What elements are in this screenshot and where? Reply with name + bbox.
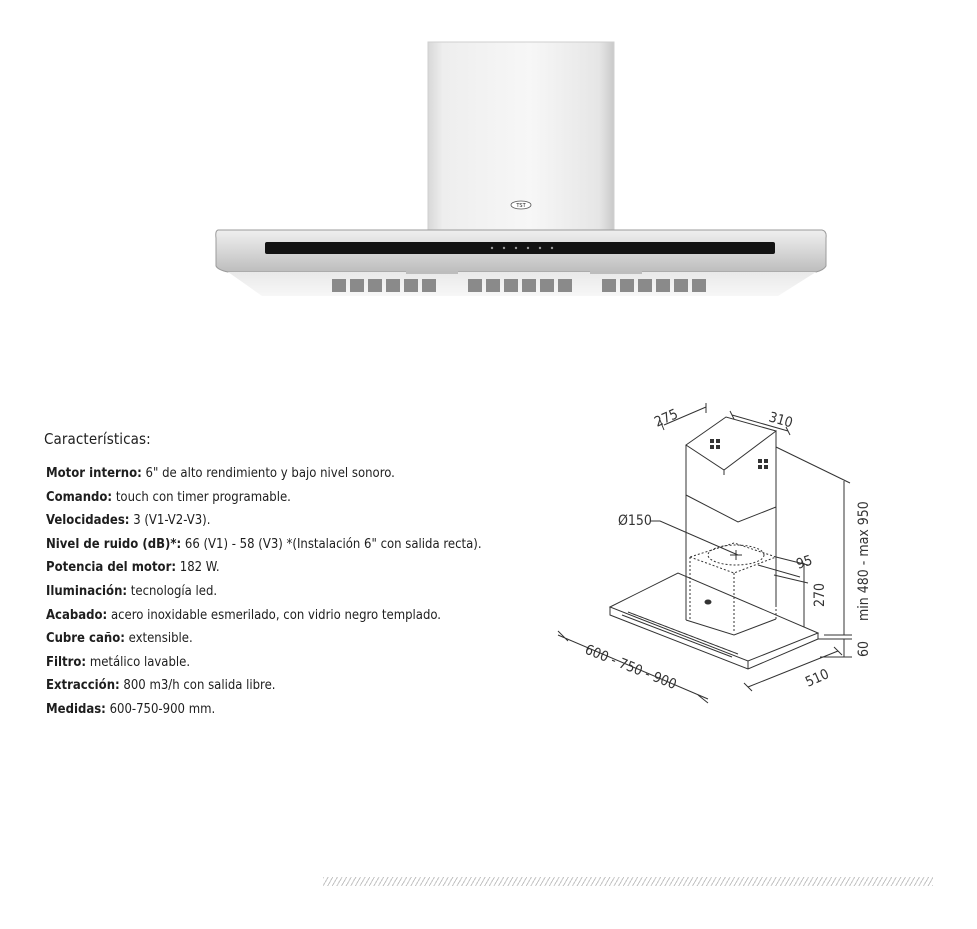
spec-lighting: Iluminación: tecnología led. — [46, 583, 218, 599]
dim-depth: 510 — [803, 666, 832, 691]
dim-duct-height: 270 — [812, 582, 828, 607]
spec-control: Comando: touch con timer programable. — [46, 489, 291, 505]
spec-dimensions: Medidas: 600-750-900 mm. — [46, 701, 216, 717]
spec-filter: Filtro: metálico lavable. — [46, 654, 191, 670]
svg-text:TST: TST — [516, 203, 526, 209]
spec-duct-cover: Cubre caño: extensible. — [46, 631, 193, 647]
dim-chimney-depth: 275 — [652, 406, 681, 431]
specifications-section — [44, 430, 524, 722]
spec-extraction: Extracción: 800 m3/h con salida libre. — [46, 678, 276, 694]
specifications-list — [44, 462, 524, 722]
brand-badge — [511, 201, 531, 209]
spec-speeds: Velocidades: 3 (V1-V2-V3). — [46, 513, 211, 529]
spec-noise: Nivel de ruido (dB)*: 66 (V1) - 58 (V3) *(Instalación 6" con salida recta). — [46, 536, 482, 552]
spec-finish: Acabado: acero inoxidable esmerilado, con vidrio negro templado. — [46, 607, 442, 623]
dim-chimney-width: 310 — [766, 409, 795, 432]
decorative-hatch-strip — [323, 877, 933, 886]
dim-total-height: min 480 - max 950 — [856, 501, 872, 621]
dim-width: 600 - 750 - 900 — [582, 641, 679, 694]
product-photo — [210, 38, 832, 300]
dim-duct-offset: 95 — [794, 552, 815, 573]
dim-duct-diameter: Ø150 — [618, 513, 652, 529]
specifications-title: Características: — [44, 430, 151, 448]
spec-motor: Motor interno: 6" de alto rendimiento y bajo nivel sonoro. — [46, 466, 395, 481]
dimension-diagram — [548, 395, 888, 705]
glass-control-strip — [265, 242, 775, 254]
dim-body-height: 60 — [856, 640, 872, 657]
spec-power: Potencia del motor: 182 W. — [46, 560, 220, 576]
